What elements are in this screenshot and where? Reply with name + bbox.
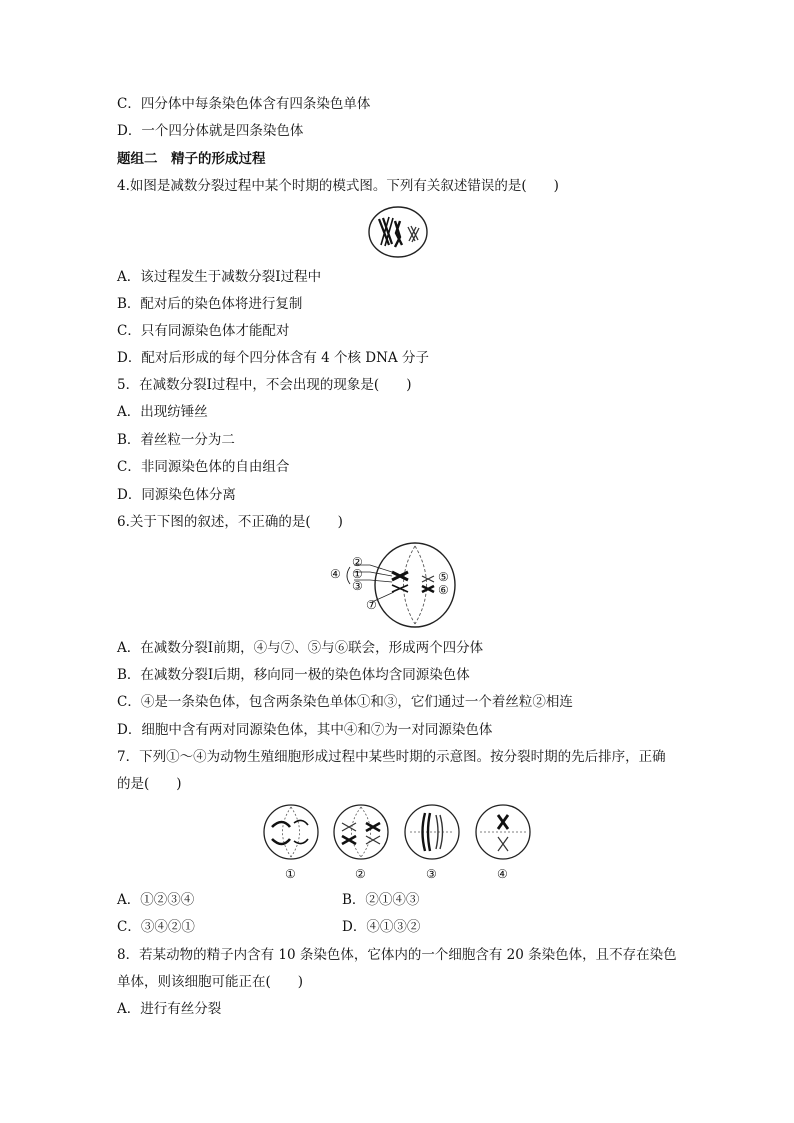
q6-cell-figure: [330, 540, 470, 630]
fig6-label-7: ⑦: [366, 598, 377, 612]
q4-stem: 4.如图是减数分裂过程中某个时期的模式图。下列有关叙述错误的是( ): [117, 178, 559, 194]
q6-stem: 6.关于下图的叙述，不正确的是( ): [117, 514, 343, 530]
fig6-label-4: ④: [330, 567, 341, 581]
fig6-label-5: ⑤: [438, 570, 449, 584]
q8-stem-line1: 8．若某动物的精子内含有 10 条染色体，它体内的一个细胞含有 20 条染色体，且不存在染色: [117, 947, 677, 963]
fig6-label-3: ③: [352, 579, 363, 593]
q4-option-c: C．只有同源染色体才能配对: [117, 323, 290, 339]
fig6-label-6: ⑥: [438, 583, 449, 597]
q4-option-a: A．该过程发生于减数分裂Ⅰ过程中: [117, 269, 322, 285]
q3-option-d: D．一个四分体就是四条染色体: [117, 123, 304, 139]
q3-option-c: C．四分体中每条染色体含有四条染色单体: [117, 96, 371, 112]
q4-cell-figure: [367, 205, 429, 260]
q7-stem-line1: 7．下列①～④为动物生殖细胞形成过程中某些时期的示意图。按分裂时期的先后排序，正确: [117, 749, 666, 765]
q6-option-b: B．在减数分裂Ⅰ后期，移向同一极的染色体均含同源染色体: [117, 667, 470, 683]
fig6-label-1: ①: [352, 567, 363, 581]
q5-option-a: A．出现纺锤丝: [117, 404, 208, 420]
q8-option-a: A．进行有丝分裂: [117, 1001, 222, 1017]
q7-option-c: C．③④②①: [117, 919, 195, 935]
q7-option-d: D．④①③②: [342, 919, 421, 935]
q5-stem: 5．在减数分裂Ⅰ过程中，不会出现的现象是( ): [117, 377, 412, 393]
fig7-label-2: ②: [355, 867, 366, 881]
q4-option-b: B．配对后的染色体将进行复制: [117, 296, 303, 312]
fig7-label-4: ④: [497, 867, 508, 881]
fig7-label-3: ③: [426, 867, 437, 881]
q6-option-d: D．细胞中含有两对同源染色体，其中④和⑦为一对同源染色体: [117, 722, 493, 738]
q7-option-b: B．②①④③: [342, 892, 420, 908]
q7-stem-line2: 的是( ): [117, 776, 182, 792]
q7-cell-figures: [262, 803, 532, 885]
q4-option-d: D．配对后形成的每个四分体含有 4 个核 DNA 分子: [117, 350, 429, 366]
q5-option-b: B．着丝粒一分为二: [117, 432, 235, 448]
fig7-label-1: ①: [285, 867, 296, 881]
fig6-label-2: ②: [352, 555, 363, 569]
q6-option-a: A．在减数分裂Ⅰ前期，④与⑦、⑤与⑥联会，形成两个四分体: [117, 640, 484, 656]
q7-option-a: A．①②③④: [117, 892, 195, 908]
section-heading: 题组二 精子的形成过程: [117, 151, 266, 167]
q5-option-c: C．非同源染色体的自由组合: [117, 459, 290, 475]
q6-option-c: C．④是一条染色体，包含两条染色单体①和③，它们通过一个着丝粒②相连: [117, 694, 573, 710]
q5-option-d: D．同源染色体分离: [117, 487, 236, 503]
q8-stem-line2: 单体，则该细胞可能正在( ): [117, 974, 304, 990]
